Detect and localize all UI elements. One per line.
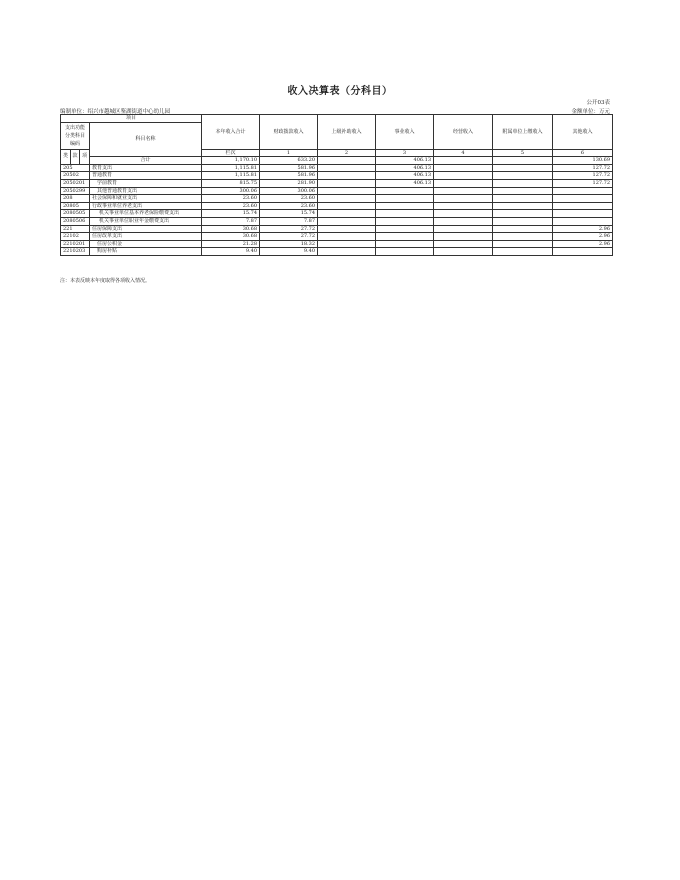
income-table xyxy=(60,114,613,256)
amount-cell: 23.60 xyxy=(260,195,318,203)
header-lei: 类 xyxy=(61,149,71,164)
total-cell: 633.20 xyxy=(260,157,318,165)
subject-code: 2080506 xyxy=(61,217,90,225)
amount-cell xyxy=(318,233,376,241)
amount-cell: 2.96 xyxy=(553,225,613,233)
amount-cell xyxy=(376,187,434,195)
header-xiang: 项 xyxy=(80,149,90,164)
subject-name: 行政事业单位养老支出 xyxy=(90,202,202,210)
amount-cell xyxy=(376,248,434,256)
amount-cell xyxy=(434,172,493,180)
table-row xyxy=(61,217,613,225)
amount-cell xyxy=(434,187,493,195)
amount-cell: 127.72 xyxy=(553,164,613,172)
subject-code: 2210203 xyxy=(61,248,90,256)
amount-cell xyxy=(376,240,434,248)
col-num-3: 3 xyxy=(376,149,434,157)
col-num-2: 2 xyxy=(318,149,376,157)
amount-cell: 23.60 xyxy=(260,202,318,210)
subject-code: 2050201 xyxy=(61,179,90,187)
header-col-1: 本年收入合计 xyxy=(202,115,260,150)
total-cell xyxy=(493,157,553,165)
table-row xyxy=(61,210,613,218)
amount-cell xyxy=(434,202,493,210)
header-func-code: 支出功能分类科目编码 xyxy=(61,122,90,149)
subject-name: 机关事业单位基本养老保险缴费支出 xyxy=(90,210,202,218)
subject-code: 2210201 xyxy=(61,240,90,248)
subject-name: 住房保障支出 xyxy=(90,225,202,233)
col-num-6: 6 xyxy=(553,149,613,157)
table-body xyxy=(61,164,613,255)
amount-cell xyxy=(318,172,376,180)
amount-cell xyxy=(434,217,493,225)
subject-name: 教育支出 xyxy=(90,164,202,172)
amount-cell xyxy=(493,248,553,256)
amount-cell xyxy=(493,217,553,225)
amount-cell xyxy=(553,187,613,195)
table-row xyxy=(61,248,613,256)
amount-cell: 2.96 xyxy=(553,233,613,241)
amount-cell: 406.13 xyxy=(376,164,434,172)
amount-cell: 581.96 xyxy=(260,172,318,180)
subject-name: 普通教育 xyxy=(90,172,202,180)
header-subject-name: 科目名称 xyxy=(90,122,202,157)
amount-cell: 7.87 xyxy=(202,217,260,225)
total-cell: 130.69 xyxy=(553,157,613,165)
amount-cell: 127.72 xyxy=(553,179,613,187)
subject-code: 22102 xyxy=(61,233,90,241)
table-row xyxy=(61,240,613,248)
header-col-3: 上级补助收入 xyxy=(318,115,376,150)
amount-cell xyxy=(318,225,376,233)
form-number: 公开03表 xyxy=(586,100,610,106)
col-num-4: 4 xyxy=(434,149,493,157)
amount-cell xyxy=(434,210,493,218)
amount-cell xyxy=(376,195,434,203)
subject-name: 住房改革支出 xyxy=(90,233,202,241)
amount-cell xyxy=(318,179,376,187)
amount-cell: 27.72 xyxy=(260,233,318,241)
amount-cell xyxy=(376,210,434,218)
subject-code: 205 xyxy=(61,164,90,172)
amount-cell xyxy=(434,225,493,233)
amount-cell: 23.60 xyxy=(202,195,260,203)
amount-cell xyxy=(493,187,553,195)
amount-cell: 281.90 xyxy=(260,179,318,187)
amount-cell xyxy=(434,248,493,256)
amount-cell xyxy=(318,202,376,210)
subject-code: 2050299 xyxy=(61,187,90,195)
amount-cell: 27.72 xyxy=(260,225,318,233)
total-cell: 406.13 xyxy=(376,157,434,165)
amount-cell xyxy=(318,217,376,225)
amount-cell: 23.60 xyxy=(202,202,260,210)
table-row xyxy=(61,233,613,241)
col-num-1: 1 xyxy=(260,149,318,157)
amount-cell: 1,115.81 xyxy=(202,164,260,172)
amount-cell: 15.74 xyxy=(260,210,318,218)
subject-name: 机关事业单位职业年金缴费支出 xyxy=(90,217,202,225)
amount-cell: 581.96 xyxy=(260,164,318,172)
amount-cell xyxy=(493,225,553,233)
header-lanci: 栏次 xyxy=(202,149,260,157)
total-label: 合计 xyxy=(90,157,202,165)
organization-label: 编制单位：绍兴市越城区鉴湖街道中心幼儿园 xyxy=(60,109,171,115)
amount-cell xyxy=(553,217,613,225)
amount-cell xyxy=(376,202,434,210)
subject-code: 2080505 xyxy=(61,210,90,218)
report-title: 收入决算表（分科目） xyxy=(287,86,393,97)
amount-cell xyxy=(493,179,553,187)
amount-cell xyxy=(493,210,553,218)
amount-cell: 300.06 xyxy=(260,187,318,195)
header-col-5: 经营收入 xyxy=(434,115,493,150)
amount-cell xyxy=(434,195,493,203)
col-num-5: 5 xyxy=(493,149,553,157)
amount-cell: 30.68 xyxy=(202,225,260,233)
amount-cell xyxy=(434,164,493,172)
header-project: 项目 xyxy=(61,115,202,123)
amount-cell: 300.06 xyxy=(202,187,260,195)
table-row xyxy=(61,172,613,180)
subject-name: 学前教育 xyxy=(90,179,202,187)
amount-cell xyxy=(493,233,553,241)
table-row xyxy=(61,187,613,195)
amount-cell xyxy=(553,202,613,210)
subject-name: 购房补贴 xyxy=(90,248,202,256)
footnote: 注：本表反映本年度取得各项收入情况。 xyxy=(60,278,151,284)
amount-cell xyxy=(553,210,613,218)
amount-cell: 406.13 xyxy=(376,172,434,180)
subject-code: 208 xyxy=(61,195,90,203)
amount-cell: 15.74 xyxy=(202,210,260,218)
subject-code: 221 xyxy=(61,225,90,233)
subject-code: 20502 xyxy=(61,172,90,180)
amount-cell xyxy=(553,248,613,256)
amount-cell: 406.13 xyxy=(376,179,434,187)
total-cell xyxy=(434,157,493,165)
amount-cell: 815.75 xyxy=(202,179,260,187)
amount-cell xyxy=(493,240,553,248)
amount-cell xyxy=(318,187,376,195)
table-row xyxy=(61,202,613,210)
amount-cell xyxy=(493,172,553,180)
table-row xyxy=(61,179,613,187)
amount-cell xyxy=(553,195,613,203)
header-col-4: 事业收入 xyxy=(376,115,434,150)
amount-cell xyxy=(376,233,434,241)
total-cell: 1,170.10 xyxy=(202,157,260,165)
amount-cell: 30.68 xyxy=(202,233,260,241)
subject-name: 社会保障和就业支出 xyxy=(90,195,202,203)
subject-name: 住房公积金 xyxy=(90,240,202,248)
amount-cell: 9.40 xyxy=(260,248,318,256)
amount-cell xyxy=(434,179,493,187)
amount-cell: 7.87 xyxy=(260,217,318,225)
subject-name: 其他普通教育支出 xyxy=(90,187,202,195)
total-cell xyxy=(318,157,376,165)
amount-cell xyxy=(318,210,376,218)
amount-cell xyxy=(318,240,376,248)
amount-cell: 2.96 xyxy=(553,240,613,248)
amount-cell: 21.28 xyxy=(202,240,260,248)
amount-cell xyxy=(493,164,553,172)
header-col-7: 其他收入 xyxy=(553,115,613,150)
amount-cell xyxy=(493,195,553,203)
amount-cell: 18.32 xyxy=(260,240,318,248)
header-col-6: 附属单位上缴收入 xyxy=(493,115,553,150)
table-row xyxy=(61,195,613,203)
amount-cell: 127.72 xyxy=(553,172,613,180)
table-row xyxy=(61,164,613,172)
header-kuan: 款 xyxy=(70,149,80,164)
amount-cell xyxy=(318,195,376,203)
amount-cell: 1,115.81 xyxy=(202,172,260,180)
subject-code: 20805 xyxy=(61,202,90,210)
amount-cell xyxy=(318,248,376,256)
header-col-2: 财政拨款收入 xyxy=(260,115,318,150)
amount-cell xyxy=(376,225,434,233)
amount-cell xyxy=(318,164,376,172)
amount-cell xyxy=(434,240,493,248)
table-row xyxy=(61,225,613,233)
amount-unit-label: 金额单位：万元 xyxy=(571,109,610,115)
amount-cell: 9.40 xyxy=(202,248,260,256)
amount-cell xyxy=(493,202,553,210)
amount-cell xyxy=(376,217,434,225)
amount-cell xyxy=(434,233,493,241)
